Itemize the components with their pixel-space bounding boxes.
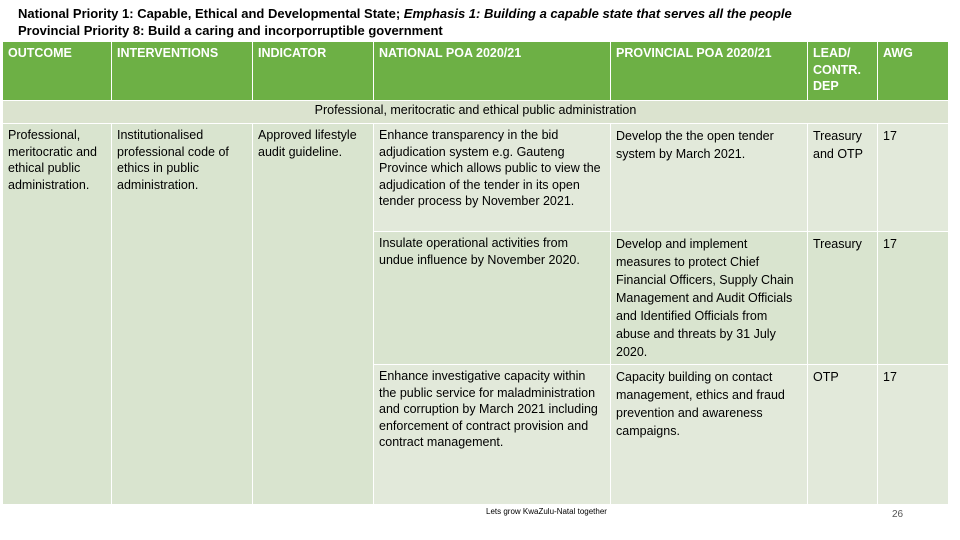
provincial-poa-cell: Develop and implement measures to protect Chief Financial Officers, Supply Chain Management and Audit Officials and Identified Officials from abuse and threats by 31 July 2020. (611, 232, 808, 365)
header-lead-dep: LEAD/ CONTR. DEP (808, 42, 878, 101)
footer-tagline: Lets grow KwaZulu-Natal together (486, 507, 607, 516)
header-outcome: OUTCOME (3, 42, 112, 101)
header-awg: AWG (878, 42, 949, 101)
national-poa-cell: Insulate operational activities from undue influence by November 2020. (374, 232, 611, 365)
section-band: Professional, meritocratic and ethical public administration (3, 101, 949, 124)
provincial-poa-cell: Develop the the open tender system by March 2021. (611, 124, 808, 232)
title-priority: National Priority 1: Capable, Ethical and Developmental State; (18, 6, 401, 21)
lead-dep-cell: OTP (808, 365, 878, 505)
lead-dep-cell: Treasury and OTP (808, 124, 878, 232)
title-line-1 (18, 5, 948, 22)
header-indicator: INDICATOR (253, 42, 374, 101)
lead-dep-cell: Treasury (808, 232, 878, 365)
indicator-cell: Approved lifestyle audit guideline. (253, 124, 374, 505)
header-interventions: INTERVENTIONS (112, 42, 253, 101)
band-row (3, 101, 949, 124)
title-emphasis: Emphasis 1: Building a capable state that serves all the people (403, 6, 792, 21)
awg-cell: 17 (878, 232, 949, 365)
outcome-cell: Professional, meritocratic and ethical public administration. (3, 124, 112, 505)
poa-table (2, 41, 949, 505)
awg-cell: 17 (878, 124, 949, 232)
header-provincial-poa: PROVINCIAL POA 2020/21 (611, 42, 808, 101)
national-poa-cell: Enhance transparency in the bid adjudication system e.g. Gauteng Province which allows public to view the adjudication of the tender in its open tender process by November 2021. (374, 124, 611, 232)
awg-cell: 17 (878, 365, 949, 505)
page-number: 26 (892, 509, 904, 520)
header-row (3, 42, 949, 101)
intervention-cell: Institutionalised professional code of ethics in public administration. (112, 124, 253, 505)
header-national-poa: NATIONAL POA 2020/21 (374, 42, 611, 101)
national-poa-cell: Enhance investigative capacity within the public service for maladministration and corruption by March 2021 including enforcement of contract provision and contract management. (374, 365, 611, 505)
table-row (3, 124, 949, 232)
title-line-2: Provincial Priority 8: Build a caring and incorporruptible government (18, 23, 443, 38)
provincial-poa-cell: Capacity building on contact management, ethics and fraud prevention and awareness campaigns. (611, 365, 808, 505)
slide-title (18, 5, 948, 39)
